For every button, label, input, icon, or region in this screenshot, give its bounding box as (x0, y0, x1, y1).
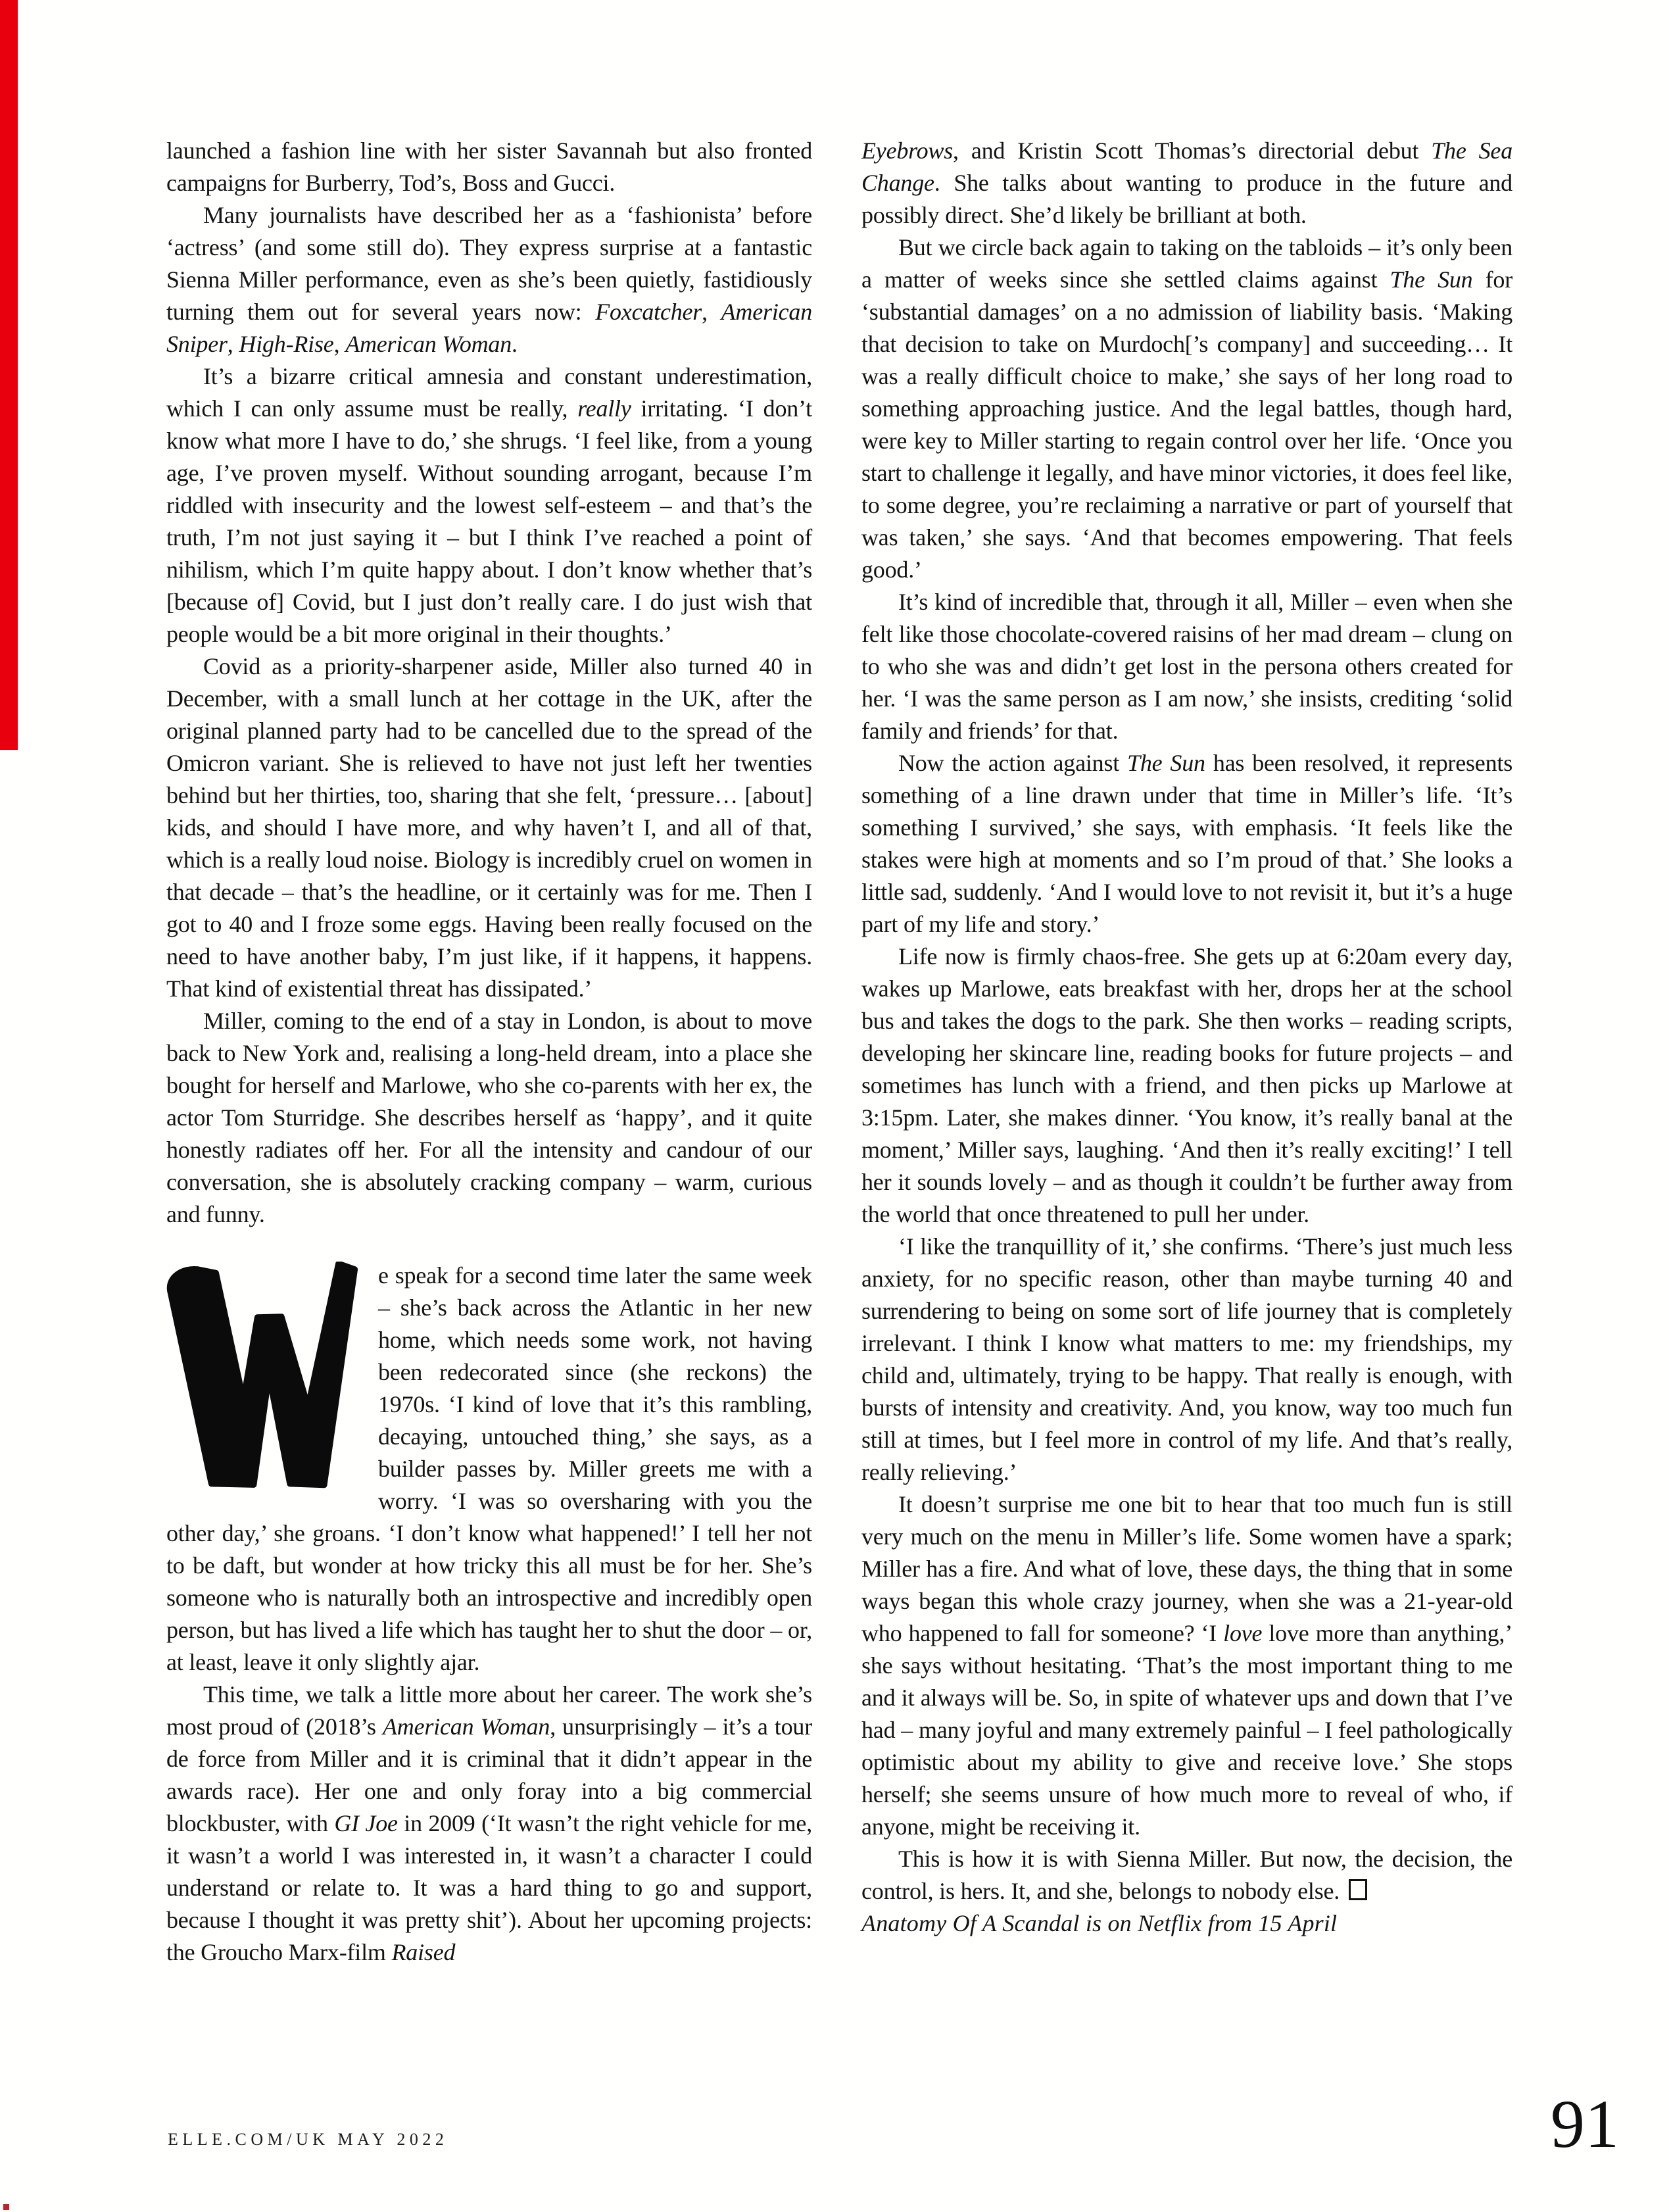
text-run: launched a fashion line with her sister Savannah but also fronted campaigns for Burberry, Tod’s, Boss and Gucci. (166, 137, 812, 196)
italic-run: love (1223, 1620, 1263, 1646)
article-column-left (166, 135, 812, 1969)
italic-run: really (577, 395, 631, 422)
italic-run: Raised (391, 1939, 456, 1965)
text-run: It’s kind of incredible that, through it all, Miller – even when she felt like those chocolate-covered raisins of her mad dream – clung on to who she was and didn’t get lost in the persona others created for her. ‘I was the same person as I am now,’ she insists, crediting ‘solid family and friends’ for that. (861, 589, 1512, 744)
text-run: This time, we talk a little more about her career. The work she’s most proud of (2018’s (166, 1681, 812, 1740)
italic-run: Anatomy Of A Scandal is on Netflix from 15 April (861, 1910, 1338, 1936)
dropcap-w (166, 1264, 368, 1490)
text-run: e speak for a second time later the same week – she’s back across the Atlantic in her new home, which needs some work, not having been redecorated since (she reckons) the 1970s. ‘I kind of love that it’s this rambling, decaying, untouched thing,’ she says, as a builder passes by. Miller greets me with a worry. ‘I was so oversharing with you the other day,’ she groans. ‘I don’t know what happened!’ I tell her not to be daft, but wonder at how tricky this all must be for her. She’s someone who is naturally both an introspective and incredibly open person, but has lived a life which has taught her to shut the door – or, at least, leave it only slightly ajar. (166, 1262, 812, 1675)
paragraph (166, 1005, 812, 1231)
text-run: ‘I like the tranquillity of it,’ she confirms. ‘There’s just much less anxiety, for no specific reason, other than maybe turning 40 and surrendering to being on some sort of life journey that is completely irrelevant. I think I know what matters to me: my friendships, my child and, ultimately, trying to be happy. That really is enough, with bursts of intensity and creativity. And, you know, way too much fun still at times, but I feel more in control of my life. And that’s really, really relieving.’ (861, 1233, 1512, 1485)
italic-run: GI Joe (334, 1810, 398, 1836)
text-run: for ‘substantial damages’ on a no admission of liability basis. ‘Making that decision to take on Murdoch[’s company] and succeeding… It was a really difficult choice to make,’ she says of her long road to something approaching justice. And the legal battles, though hard, were key to Miller starting to regain control over her life. ‘Once you start to challenge it legally, and have minor victories, it does feel like, to some degree, you’re reclaiming a narrative or part of yourself that was taken,’ she says. ‘And that becomes empowering. That feels good.’ (861, 266, 1512, 583)
italic-run: The Sun (1390, 266, 1473, 293)
text-run: Life now is firmly chaos-free. She gets up at 6:20am every day, wakes up Marlowe, eats breakfast with her, drops her at the school bus and takes the dogs to the park. She then works – reading scripts, developing her skincare line, reading books for future projects – and sometimes has lunch with a friend, and then picks up Marlowe at 3:15pm. Later, she makes dinner. ‘You know, it’s really banal at the moment,’ Miller says, laughing. ‘And then it’s really exciting!’ I tell her it sounds lovely – and as though it couldn’t be further away from the world that once threatened to pull her under. (861, 943, 1512, 1227)
text-run: Now the action against (898, 750, 1128, 776)
text-run: love more than anything,’ she says without hesitating. ‘That’s the most important thing to me and it always will be. So, in spite of whatever ups and down that I’ve had – many joyful and many extremely painful – I feel pathologically optimistic about my ability to give and receive love.’ She stops herself; she seems unsure of how much more to reveal of who, if anyone, might be receiving it. (861, 1620, 1512, 1840)
page-number: 91 (1551, 2086, 1619, 2162)
paragraph (166, 651, 812, 1005)
paragraph (166, 1260, 812, 1679)
text-run: irritating. ‘I don’t know what more I have to do,’ she shrugs. ‘I feel like, from a young age, I’ve proven myself. Without sounding arrogant, because I’m riddled with insecurity and the lowest self-esteem – and that’s the truth, I’m not just saying it – but I think I’ve reached a point of nihilism, which I’m quite happy about. I don’t know whether that’s [because of] Covid, but I just don’t really care. I do just wish that people would be a bit more original in their thoughts.’ (166, 395, 812, 647)
article-column-right (861, 135, 1512, 1940)
paragraph (861, 1488, 1512, 1843)
brush-w-glyph (164, 1261, 371, 1493)
text-run: , (333, 331, 346, 357)
paragraph (861, 586, 1512, 747)
italic-run: The Sun (1127, 750, 1205, 776)
text-run: It’s a bizarre critical amnesia and constant underestimation, which I can only assume must be really, (166, 363, 812, 422)
text-run: But we circle back again to taking on the tabloids – it’s only been a matter of weeks since she settled claims against (861, 234, 1512, 293)
text-run: , and Kristin Scott Thomas’s directorial debut (953, 137, 1432, 164)
paragraph (861, 1843, 1512, 1907)
red-corner-mark (3, 2204, 9, 2210)
text-run: , (702, 299, 721, 325)
text-run: , unsurprisingly – it’s a tour de force from Miller and it is criminal that it didn’t appear in the awards race). Her one and only foray into a big commercial blockbuster, with (166, 1713, 812, 1836)
paragraph (861, 135, 1512, 232)
italic-run: The Sea Change (861, 137, 1512, 196)
text-run: Many journalists have described her as a ‘fashionista’ before ‘actress’ (and some still do). They express surprise at a fantastic Sienna Miller performance, even as she’s been quietly, fastidiously turning them out for several years now: (166, 202, 812, 325)
italic-run: Eyebrows (861, 137, 954, 164)
paragraph (861, 747, 1512, 941)
footer-magazine-url: ELLE.COM/UK MAY 2022 (168, 2130, 448, 2149)
paragraph (861, 232, 1512, 586)
paragraph (861, 941, 1512, 1231)
text-run: Covid as a priority-sharpener aside, Miller also turned 40 in December, with a small lunch at her cottage in the UK, after the original planned party had to be cancelled due to the spread of the Omicron variant. She is relieved to have not just left her twenties behind but her thirties, too, sharing that she felt, ‘pressure… [about] kids, and should I have more, and why haven’t I, and all of that, which is a really loud noise. Biology is incredibly cruel on women in that decade – that’s the headline, or it certainly was for me. Then I got to 40 and I froze some eggs. Having been really focused on the need to have another baby, I’m just like, if it happens, it happens. That kind of existential threat has dissipated.’ (166, 653, 812, 1002)
paragraph (166, 360, 812, 651)
end-of-article-mark (1349, 1879, 1367, 1900)
red-edge-strip (0, 0, 18, 750)
credit-line (861, 1907, 1512, 1940)
text-run: has been resolved, it represents something of a line drawn under that time in Miller’s life. ‘It’s something I survived,’ she says, with emphasis. ‘It feels like the stakes were high at moments and so I’m proud of that.’ She looks a little sad, suddenly. ‘And I would love to not revisit it, but it’s a huge part of my life and story.’ (861, 750, 1512, 937)
text-run: . (512, 331, 518, 357)
paragraph (166, 135, 812, 199)
text-run: . She talks about wanting to produce in the future and possibly direct. She’d likely be brilliant at both. (861, 170, 1512, 228)
text-run: This is how it is with Sienna Miller. But now, the decision, the control, is hers. It, and she, belongs to nobody else. (861, 1846, 1512, 1904)
text-run: , (227, 331, 239, 357)
text-run: Miller, coming to the end of a stay in London, is about to move back to New York and, realising a long-held dream, into a place she bought for herself and Marlowe, who she co-parents with her ex, the actor Tom Sturridge. She describes herself as ‘happy’, and it quite honestly radiates off her. For all the intensity and candour of our conversation, she is absolutely cracking company – warm, curious and funny. (166, 1008, 812, 1227)
italic-run: American Sniper (166, 299, 812, 357)
text-run: in 2009 (‘It wasn’t the right vehicle for me, it wasn’t a world I was interested in, it wasn’t a character I could understand or relate to. It was a hard thing to go and support, because I thought it was pretty shit’). About her upcoming projects: the Groucho Marx-film (166, 1810, 813, 1965)
paragraph (861, 1231, 1512, 1488)
text-run: It doesn’t surprise me one bit to hear that too much fun is still very much on the menu in Miller’s life. Some women have a spark; Miller has a fire. And what of love, these days, the thing that in some ways began this whole crazy journey, when she was a 21-year-old who happened to fall for someone? ‘I (861, 1491, 1512, 1646)
italic-run: High-Rise (239, 331, 334, 357)
italic-run: American Woman (345, 331, 512, 357)
paragraph (166, 199, 812, 360)
paragraph (166, 1679, 812, 1969)
italic-run: Foxcatcher (595, 299, 702, 325)
italic-run: American Woman (383, 1713, 550, 1740)
